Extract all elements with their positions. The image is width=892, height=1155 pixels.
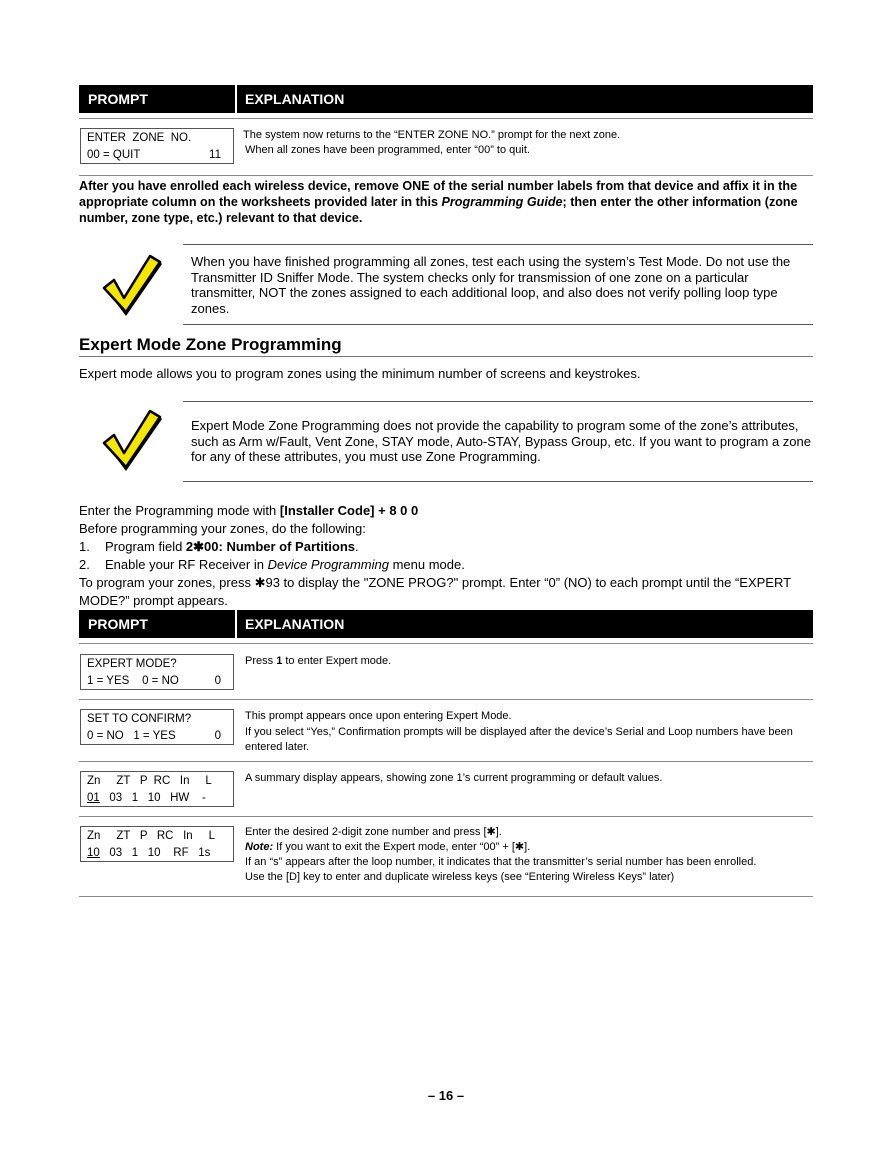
explanation-set-to-confirm: This prompt appears once upon entering Expert Mode. If you select “Yes,” Confirmation prompts will be displayed after the device’s Serial and Loop numbers have been entered later. <box>245 710 793 753</box>
lcd-prompt-enter-zone: ENTER ZONE NO. 00 = QUIT 11 <box>80 128 234 164</box>
lcd-zone-entry: Zn ZT P RC In L 10 03 1 10 RF 1s <box>80 826 234 862</box>
table1-header <box>79 85 813 113</box>
note-expert-limits: Expert Mode Zone Programming does not provide the capability to program some of the zone’s attributes, such as Arm w/Fault, Vent Zone, STAY mode, Auto-STAY, Bypass Group, etc. If you want to program a zone for any of these attributes, you must use Zone Programming. <box>191 418 811 464</box>
note-rule-top <box>183 401 813 402</box>
checkmark-icon <box>100 250 164 316</box>
section-title: Expert Mode Zone Programming <box>79 335 342 354</box>
enroll-paragraph: After you have enrolled each wireless device, remove ONE of the serial number labels from that device and affix it in the appropriate column on the worksheets provided later in this Programming Guide; then enter the other information (zone number, zone type, etc.) relevant to that device. <box>79 179 798 225</box>
checkmark-icon <box>100 405 164 471</box>
note-test-mode: When you have finished programming all zones, test each using the system’s Test Mode. Do not use the Transmitter ID Sniffer Mode. The system checks only for transmission of one zone on a particular transmitter, NOT the zones assigned to each additional loop, and also does not verify polling loop type zones. <box>191 254 791 316</box>
section-intro: Expert mode allows you to program zones using the minimum number of screens and keystrokes. <box>79 366 641 381</box>
explanation-header: EXPLANATION <box>245 616 345 632</box>
table2-header <box>79 610 813 638</box>
lcd-summary-display: Zn ZT P RC In L 01 03 1 10 HW - <box>80 771 234 807</box>
explanation-enter-zone: The system now returns to the “ENTER ZONE NO.” prompt for the next zone. When all zones have been programmed, enter “00” to quit. <box>243 129 621 156</box>
divider <box>79 896 813 897</box>
lcd-prompt-set-to-confirm: SET TO CONFIRM? 0 = NO 1 = YES 0 <box>80 709 234 745</box>
divider <box>79 175 813 176</box>
note-rule-top <box>183 244 813 245</box>
prompt-header: PROMPT <box>88 616 148 632</box>
divider <box>79 643 813 644</box>
note-rule-bottom <box>183 324 813 325</box>
divider <box>79 118 813 119</box>
prompt-header: PROMPT <box>88 91 148 107</box>
explanation-summary-display: A summary display appears, showing zone 1’s current programming or default values. <box>245 772 663 784</box>
section-rule <box>79 356 813 357</box>
explanation-header: EXPLANATION <box>245 91 345 107</box>
explanation-expert-mode: Press 1 to enter Expert mode. <box>245 655 392 667</box>
page-number: – 16 – <box>427 1088 465 1103</box>
explanation-zone-entry: Enter the desired 2-digit zone number and press [✱]. Note: If you want to exit the Expert mode, enter “00” + [✱]. If an “s” appears after the loop number, it indicates that the transmitter’s serial number has been enrolled. Use the [D] key to enter and duplicate wireless keys (see “Entering Wireless Keys” later) <box>245 826 757 883</box>
divider <box>79 699 813 700</box>
note-rule-bottom <box>183 481 813 482</box>
divider <box>79 761 813 762</box>
lcd-prompt-expert-mode: EXPERT MODE? 1 = YES 0 = NO 0 <box>80 654 234 690</box>
divider <box>79 816 813 817</box>
instructions: Enter the Programming mode with [Installer Code] + 8 0 0 Before programming your zones, do the following: 1. Program field 2✱00: Number of Partitions. 2. Enable your RF Receiver in Device Programming menu mode. To program your zones, press ✱93 to display the "ZONE PROG?" prompt. Enter “0” (NO) to each prompt until the “EXPERT MODE?” prompt appears. <box>79 503 791 608</box>
